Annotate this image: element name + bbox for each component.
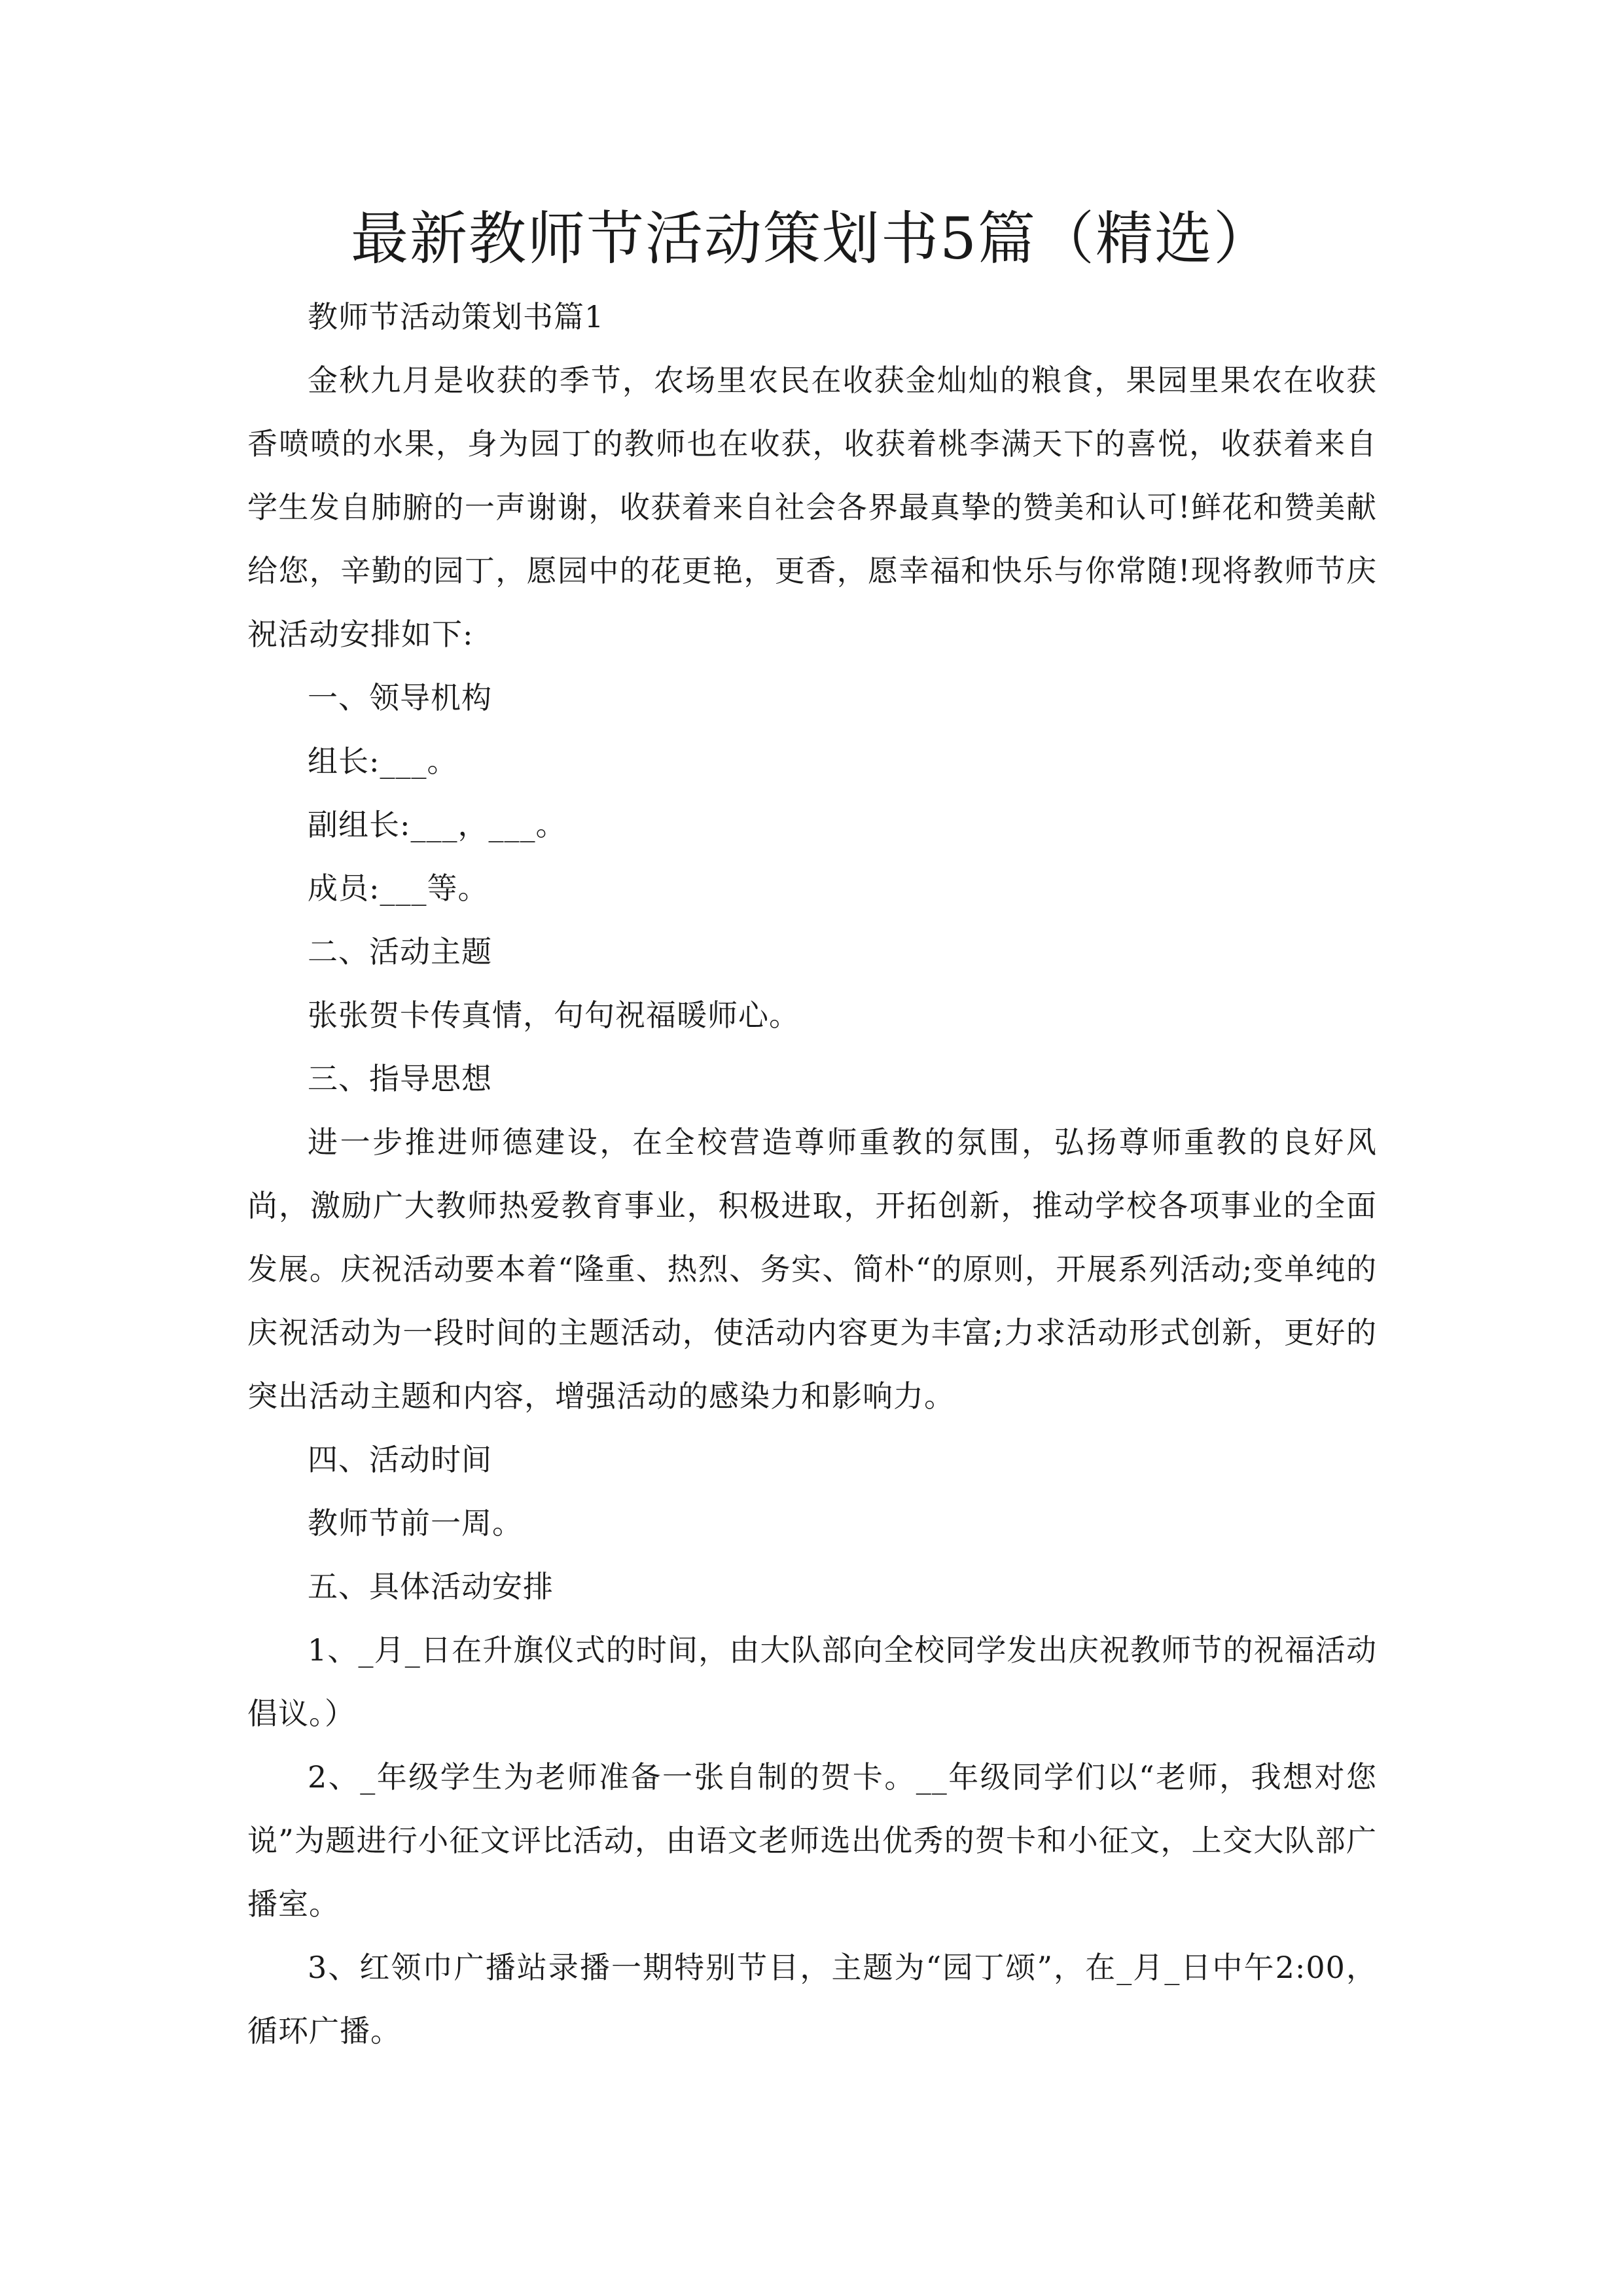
section-heading: 五、具体活动安排 [308,1569,554,1604]
body-paragraph: 进一步推进师德建设，在全校营造尊师重教的氛围，弘扬尊师重教的良好风尚，激励广大教师热爱教育事业，积极进取，开拓创新，推动学校各项事业的全面发展。庆祝活动要本着“隆重、热烈、务实、简朴“的原则，开展系列活动;变单纯的庆祝活动为一段时间的主题活动，使活动内容更为丰富;力求活动形式创新，更好的突出活动主题和内容，增强活动的感染力和影响力。 [247,1124,1377,1414]
body-paragraph: 教师节前一周。 [308,1505,523,1541]
document-body [247,285,1377,2063]
body-paragraph: 组长:___。 [308,744,458,779]
body-paragraph: 金秋九月是收获的季节，农场里农民在收获金灿灿的粮食，果园里果农在收获香喷喷的水果，身为园丁的教师也在收获，收获着桃李满天下的喜悦，收获着来自学生发自肺腑的一声谢谢，收获着来自社会各界最真挚的赞美和认可!鲜花和赞美献给您，辛勤的园丁，愿园中的花更艳，更香，愿幸福和快乐与你常随!现将教师节庆祝活动安排如下: [247,363,1377,652]
list-item: 2、_年级学生为老师准备一张自制的贺卡。__年级同学们以“老师，我想对您说”为题进行小征文评比活动，由语文老师选出优秀的贺卡和小征文，上交大队部广播室。 [247,1759,1377,1922]
section-heading: 教师节活动策划书篇1 [308,299,605,334]
list-item: 1、_月_日在升旗仪式的时间，由大队部向全校同学发出庆祝教师节的祝福活动倡议。） [247,1632,1377,1731]
body-paragraph: 副组长:___，___。 [308,807,567,842]
section-heading: 三、指导思想 [308,1061,492,1096]
list-item: 3、红领巾广播站录播一期特别节目，主题为“园丁颂”，在_月_日中午2:00，循环广播。 [247,1950,1377,2049]
body-paragraph: 张张贺卡传真情，句句祝福暖师心。 [308,997,800,1033]
section-heading: 四、活动时间 [308,1442,492,1477]
document-title: 最新教师节活动策划书5篇（精选） [351,205,1272,272]
body-paragraph: 成员:___等。 [308,870,489,906]
section-heading: 一、领导机构 [308,680,492,715]
section-heading: 二、活动主题 [308,934,492,969]
